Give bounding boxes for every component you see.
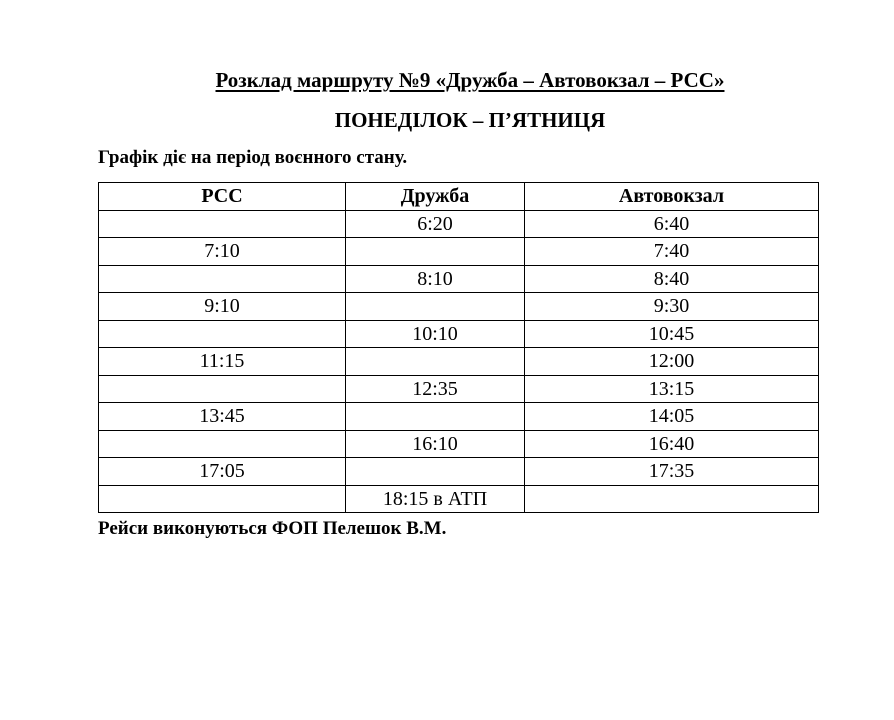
table-row [99, 430, 819, 458]
weekday-subtitle: ПОНЕДІЛОК – П’ЯТНИЦЯ [334, 108, 606, 132]
table-row [99, 238, 819, 266]
column-header-avtovokzal: Автовокзал [525, 183, 819, 211]
table-row [99, 265, 819, 293]
table-cell: 13:15 [525, 375, 819, 403]
table-cell: 6:20 [346, 210, 525, 238]
table-cell [346, 458, 525, 486]
table-cell: 8:40 [525, 265, 819, 293]
table-row [99, 293, 819, 321]
table-row [99, 403, 819, 431]
table-cell: 7:40 [525, 238, 819, 266]
table-cell: 18:15 в АТП [346, 485, 525, 513]
table-cell: 9:30 [525, 293, 819, 321]
table-cell: 13:45 [99, 403, 346, 431]
table-row [99, 320, 819, 348]
table-cell [346, 238, 525, 266]
table-cell [99, 485, 346, 513]
table-cell [99, 320, 346, 348]
table-cell [99, 375, 346, 403]
column-header-druzhba: Дружба [346, 183, 525, 211]
table-row [99, 485, 819, 513]
table-cell: 12:35 [346, 375, 525, 403]
table-row [99, 375, 819, 403]
table-cell: 12:00 [525, 348, 819, 376]
table-cell [99, 430, 346, 458]
table-cell [525, 485, 819, 513]
table-cell: 17:05 [99, 458, 346, 486]
table-cell [346, 293, 525, 321]
column-header-rss: РСС [99, 183, 346, 211]
table-cell: 14:05 [525, 403, 819, 431]
table-cell: 17:35 [525, 458, 819, 486]
table-row [99, 458, 819, 486]
table-cell: 10:10 [346, 320, 525, 348]
table-cell: 10:45 [525, 320, 819, 348]
table-header-row [99, 183, 819, 211]
table-cell: 16:40 [525, 430, 819, 458]
schedule-title: Розклад маршруту №9 «Дружба – Автовокзал – РСС» [215, 68, 725, 92]
schedule-table [98, 182, 819, 513]
table-row [99, 348, 819, 376]
table-cell [99, 265, 346, 293]
table-cell: 9:10 [99, 293, 346, 321]
table-cell [99, 210, 346, 238]
table-cell: 6:40 [525, 210, 819, 238]
operator-footer: Рейси виконуються ФОП Пелешок В.М. [98, 518, 447, 539]
table-row [99, 210, 819, 238]
table-cell [346, 348, 525, 376]
table-cell: 7:10 [99, 238, 346, 266]
validity-note: Графік діє на період воєнного стану. [98, 147, 408, 168]
table-cell: 8:10 [346, 265, 525, 293]
table-cell: 16:10 [346, 430, 525, 458]
table-cell: 11:15 [99, 348, 346, 376]
table-cell [346, 403, 525, 431]
